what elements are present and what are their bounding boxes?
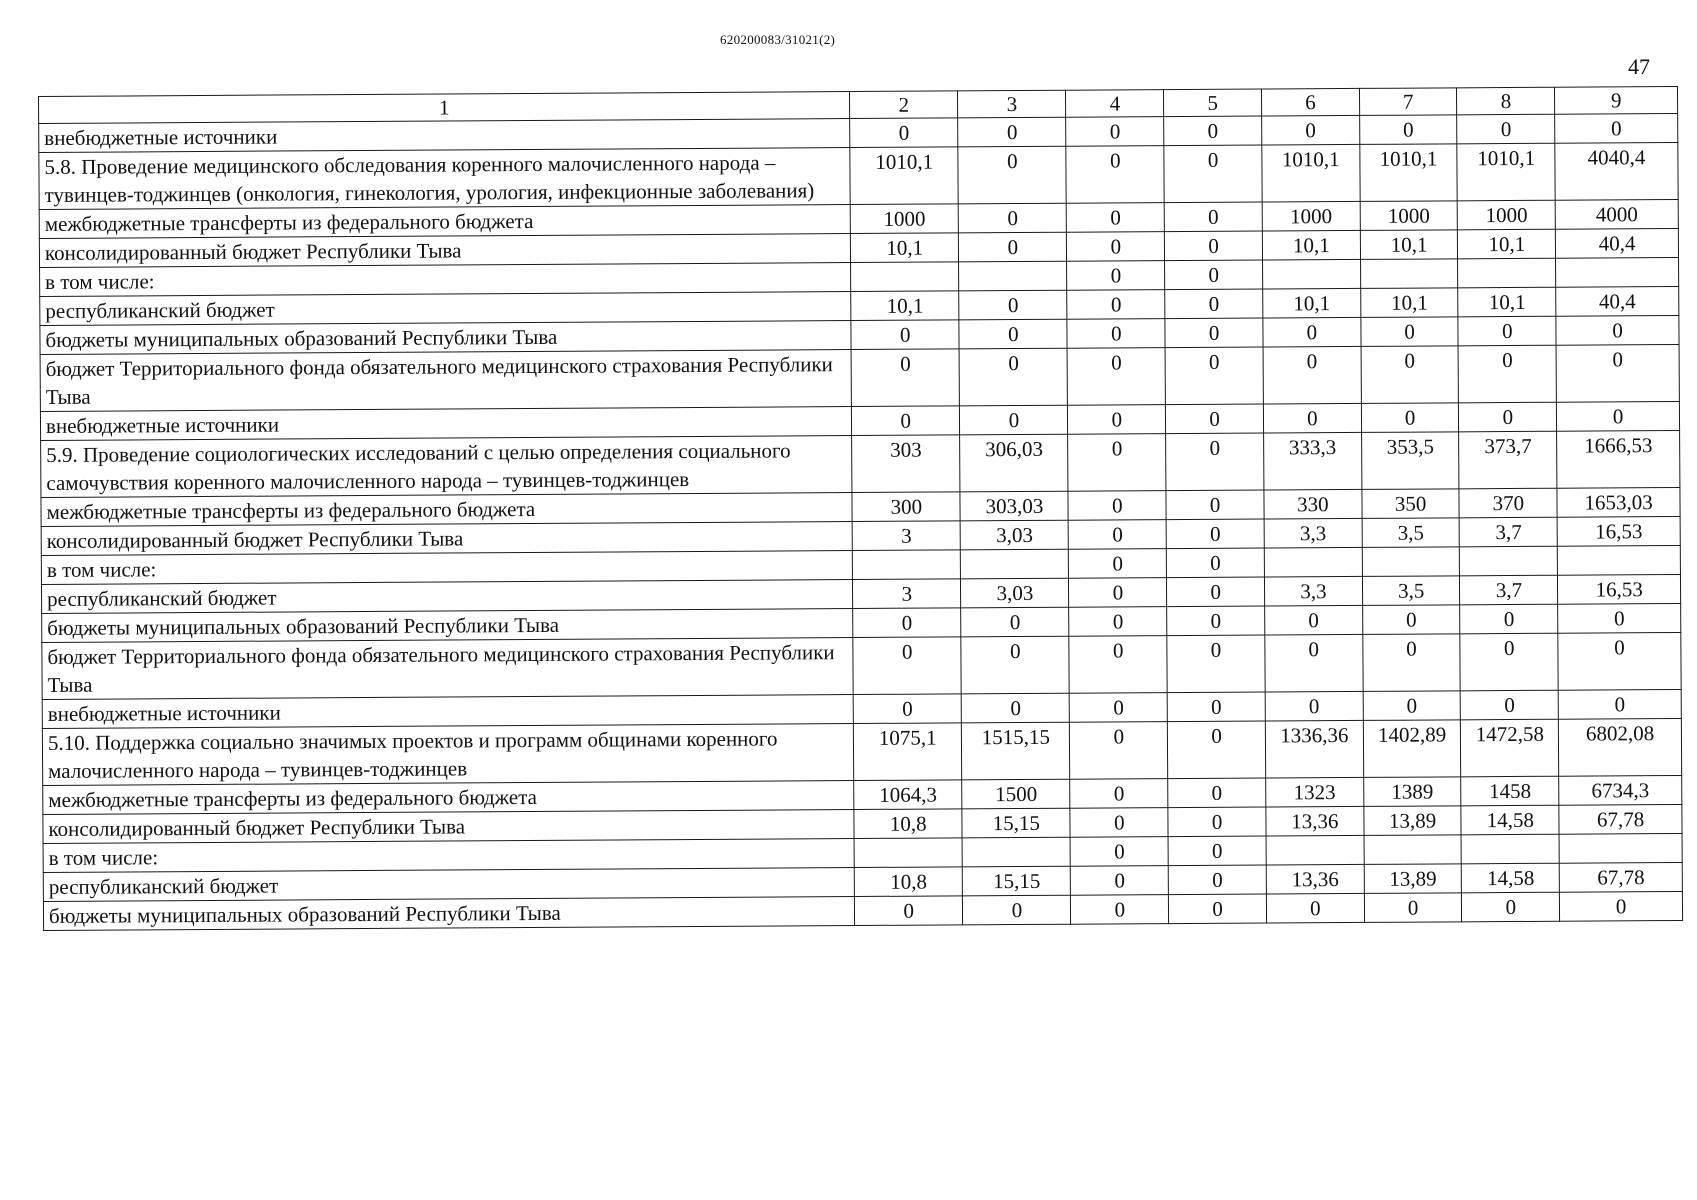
column-number-4: 4 (1066, 90, 1164, 118)
value-cell-col-6: 0 (1262, 115, 1360, 145)
value-cell-col-7 (1364, 835, 1462, 865)
value-cell-col-5: 0 (1167, 577, 1265, 607)
value-cell-col-7: 3,5 (1362, 518, 1460, 548)
value-cell-col-3: 0 (959, 319, 1067, 349)
value-cell-col-4: 0 (1069, 520, 1167, 550)
row-label: бюджеты муниципальных образований Республики Тыва (42, 609, 853, 643)
value-cell-col-6: 0 (1265, 605, 1363, 635)
value-cell-col-7: 3,5 (1362, 576, 1460, 606)
value-cell-col-4: 0 (1071, 866, 1169, 896)
value-cell-col-5: 0 (1164, 116, 1262, 146)
value-cell-col-7: 0 (1361, 403, 1459, 433)
value-cell-col-3: 0 (959, 290, 1067, 320)
value-cell-col-7: 353,5 (1361, 432, 1459, 490)
value-cell-col-3: 0 (958, 117, 1066, 147)
value-cell-col-6: 1000 (1262, 201, 1360, 231)
value-cell-col-8: 0 (1457, 114, 1555, 144)
value-cell-col-3 (962, 837, 1070, 867)
value-cell-col-6: 0 (1263, 346, 1361, 404)
value-cell-col-4: 0 (1070, 808, 1168, 838)
value-cell-col-6: 1010,1 (1262, 144, 1360, 202)
value-cell-col-7: 13,89 (1364, 806, 1462, 836)
value-cell-col-9 (1556, 257, 1679, 287)
row-label: внебюджетные источники (40, 407, 851, 441)
value-cell-col-3: 1500 (962, 779, 1070, 809)
value-cell-col-7: 0 (1362, 605, 1460, 635)
value-cell-col-2: 10,8 (854, 867, 962, 897)
value-cell-col-6: 0 (1266, 893, 1364, 923)
value-cell-col-8: 0 (1462, 892, 1560, 922)
value-cell-col-3: 0 (963, 895, 1071, 925)
value-cell-col-5: 0 (1168, 721, 1266, 779)
value-cell-col-3: 306,03 (960, 434, 1069, 492)
value-cell-col-4: 0 (1066, 146, 1164, 204)
row-label: консолидированный бюджет Республики Тыва (41, 522, 852, 556)
value-cell-col-3: 0 (961, 636, 1070, 694)
value-cell-col-2 (854, 838, 962, 868)
budget-table (38, 86, 1683, 931)
value-cell-col-2: 0 (850, 118, 958, 148)
value-cell-col-6: 10,1 (1263, 288, 1361, 318)
value-cell-col-7: 0 (1363, 634, 1461, 692)
value-cell-col-6: 0 (1263, 403, 1361, 433)
value-cell-col-9: 0 (1555, 113, 1678, 143)
value-cell-col-4: 0 (1067, 261, 1165, 291)
value-cell-col-2: 1064,3 (854, 780, 962, 810)
value-cell-col-7 (1362, 547, 1460, 577)
row-label: республиканский бюджет (43, 868, 854, 902)
value-cell-col-8: 3,7 (1460, 517, 1558, 547)
row-label: консолидированный бюджет Республики Тыва (39, 234, 850, 268)
value-cell-col-2: 10,1 (851, 291, 959, 321)
value-cell-col-3: 3,03 (961, 578, 1069, 608)
column-number-1: 1 (39, 92, 850, 124)
value-cell-col-4: 0 (1067, 203, 1165, 233)
row-label: в том числе: (40, 263, 851, 297)
value-cell-col-7: 0 (1363, 691, 1461, 721)
column-number-7: 7 (1359, 88, 1457, 116)
value-cell-col-5: 0 (1168, 807, 1266, 837)
value-cell-col-7: 1389 (1363, 777, 1461, 807)
value-cell-col-5: 0 (1164, 202, 1262, 232)
value-cell-col-8 (1460, 546, 1558, 576)
value-cell-col-8: 373,7 (1459, 431, 1557, 489)
value-cell-col-5: 0 (1168, 778, 1266, 808)
value-cell-col-5: 0 (1166, 519, 1264, 549)
value-cell-col-3: 15,15 (963, 866, 1071, 896)
value-cell-col-9: 0 (1558, 603, 1681, 633)
value-cell-col-6 (1266, 835, 1364, 865)
value-cell-col-8: 0 (1460, 604, 1558, 634)
value-cell-col-5: 0 (1165, 318, 1263, 348)
value-cell-col-2: 3 (852, 521, 960, 551)
value-cell-col-2: 10,1 (851, 233, 959, 263)
value-cell-col-9: 40,4 (1556, 286, 1679, 316)
value-cell-col-4: 0 (1069, 578, 1167, 608)
value-cell-col-6: 1336,36 (1265, 720, 1363, 778)
value-cell-col-4: 0 (1066, 117, 1164, 147)
value-cell-col-9: 0 (1557, 401, 1680, 431)
row-label: республиканский бюджет (41, 580, 852, 614)
value-cell-col-5: 0 (1165, 289, 1263, 319)
value-cell-col-9: 6734,3 (1559, 775, 1682, 805)
value-cell-col-4: 0 (1067, 232, 1165, 262)
value-cell-col-4: 0 (1069, 636, 1167, 694)
table-row (42, 632, 1681, 699)
value-cell-col-8: 14,58 (1462, 863, 1560, 893)
value-cell-col-5: 0 (1165, 260, 1263, 290)
value-cell-col-2: 0 (853, 637, 962, 695)
document-code: 620200083/31021(2) (720, 32, 836, 47)
row-label: консолидированный бюджет Республики Тыва (43, 810, 854, 844)
value-cell-col-5: 0 (1166, 404, 1264, 434)
row-label: в том числе: (43, 839, 854, 873)
value-cell-col-8 (1458, 258, 1556, 288)
value-cell-col-3 (959, 261, 1067, 291)
value-cell-col-9: 67,78 (1559, 804, 1682, 834)
value-cell-col-9: 16,53 (1557, 516, 1680, 546)
value-cell-col-5: 0 (1166, 490, 1264, 520)
value-cell-col-4: 0 (1068, 348, 1166, 406)
value-cell-col-8: 1472,58 (1461, 719, 1559, 777)
value-cell-col-6: 330 (1264, 489, 1362, 519)
value-cell-col-4: 0 (1070, 779, 1168, 809)
value-cell-col-8: 0 (1461, 690, 1559, 720)
value-cell-col-4: 0 (1070, 722, 1168, 780)
value-cell-col-2: 0 (851, 349, 960, 407)
value-cell-col-3: 0 (960, 405, 1068, 435)
value-cell-col-7: 0 (1361, 346, 1459, 404)
value-cell-col-3: 3,03 (960, 520, 1068, 550)
value-cell-col-5: 0 (1166, 433, 1264, 491)
value-cell-col-4: 0 (1071, 895, 1169, 925)
column-number-8: 8 (1457, 87, 1555, 115)
column-number-9: 9 (1555, 86, 1678, 114)
value-cell-col-2: 3 (853, 579, 961, 609)
value-cell-col-5: 0 (1164, 145, 1262, 203)
value-cell-col-2: 0 (853, 608, 961, 638)
value-cell-col-3 (961, 549, 1069, 579)
value-cell-col-8 (1462, 834, 1560, 864)
value-cell-col-6: 3,3 (1264, 576, 1362, 606)
value-cell-col-7: 0 (1364, 893, 1462, 923)
row-label: республиканский бюджет (40, 292, 851, 326)
value-cell-col-5: 0 (1169, 894, 1267, 924)
value-cell-col-8: 1458 (1461, 776, 1559, 806)
value-cell-col-5: 0 (1167, 606, 1265, 636)
value-cell-col-4: 0 (1069, 607, 1167, 637)
page-number: 47 (1628, 54, 1650, 79)
value-cell-col-6: 333,3 (1264, 432, 1362, 490)
value-cell-col-2: 1075,1 (854, 723, 963, 781)
value-cell-col-8: 370 (1459, 488, 1557, 518)
value-cell-col-5: 0 (1167, 635, 1265, 693)
value-cell-col-9: 0 (1556, 344, 1679, 402)
value-cell-col-8: 0 (1459, 402, 1557, 432)
value-cell-col-6 (1263, 259, 1361, 289)
value-cell-col-2 (851, 262, 959, 292)
column-number-5: 5 (1164, 89, 1262, 117)
value-cell-col-2: 1000 (850, 204, 958, 234)
value-cell-col-7: 10,1 (1360, 230, 1458, 260)
value-cell-col-3: 0 (959, 348, 1068, 406)
value-cell-col-5: 0 (1167, 548, 1265, 578)
value-cell-col-6: 13,36 (1266, 806, 1364, 836)
value-cell-col-6: 0 (1263, 317, 1361, 347)
value-cell-col-6 (1264, 547, 1362, 577)
value-cell-col-7: 0 (1359, 115, 1457, 145)
value-cell-col-3: 0 (961, 693, 1069, 723)
value-cell-col-9: 4000 (1555, 199, 1678, 229)
row-label: 5.8. Проведение медицинского обследования коренного малочисленного народа – тувинцев-тоджинцев (онкология, гинекология, урология, инфекционные заболевания) (39, 148, 851, 210)
value-cell-col-8: 1010,1 (1457, 143, 1555, 201)
column-number-3: 3 (958, 90, 1066, 118)
value-cell-col-4: 0 (1067, 290, 1165, 320)
value-cell-col-8: 1000 (1458, 200, 1556, 230)
table-row (41, 430, 1680, 497)
value-cell-col-5: 0 (1165, 347, 1263, 405)
table-row (42, 718, 1681, 785)
row-label: бюджеты муниципальных образований Республики Тыва (43, 897, 854, 931)
value-cell-col-4: 0 (1070, 693, 1168, 723)
value-cell-col-6: 0 (1265, 634, 1363, 692)
row-label: бюджет Территориального фонда обязательного медицинского страхования Республики Тыва (40, 350, 852, 412)
row-label: бюджет Территориального фонда обязательного медицинского страхования Республики Тыва (42, 638, 854, 700)
value-cell-col-9: 4040,4 (1555, 142, 1678, 200)
value-cell-col-7: 1402,89 (1363, 720, 1461, 778)
value-cell-col-8: 0 (1458, 316, 1556, 346)
value-cell-col-5: 0 (1168, 865, 1266, 895)
value-cell-col-7: 13,89 (1364, 864, 1462, 894)
row-label: межбюджетные трансферты из федерального бюджета (39, 205, 850, 239)
value-cell-col-7: 0 (1361, 317, 1459, 347)
value-cell-col-9: 0 (1560, 891, 1683, 921)
value-cell-col-3: 0 (958, 146, 1067, 204)
value-cell-col-6: 13,36 (1266, 864, 1364, 894)
value-cell-col-9: 1653,03 (1557, 487, 1680, 517)
value-cell-col-2: 10,8 (854, 809, 962, 839)
value-cell-col-3: 15,15 (962, 808, 1070, 838)
value-cell-col-3: 0 (959, 232, 1067, 262)
row-label: 5.9. Проведение социологических исследований с целью определения социального самочувствия коренного малочисленного народа – тувинцев-тоджинцев (41, 436, 853, 498)
value-cell-col-6: 1323 (1266, 777, 1364, 807)
value-cell-col-8: 10,1 (1458, 229, 1556, 259)
value-cell-col-2: 300 (852, 492, 960, 522)
value-cell-col-9: 1666,53 (1557, 430, 1680, 488)
column-number-6: 6 (1261, 88, 1359, 116)
table-row (39, 142, 1678, 209)
row-label: бюджеты муниципальных образований Республики Тыва (40, 321, 851, 355)
value-cell-col-3: 0 (961, 607, 1069, 637)
value-cell-col-8: 10,1 (1458, 287, 1556, 317)
row-label: внебюджетные источники (39, 119, 850, 153)
value-cell-col-9: 0 (1558, 632, 1681, 690)
value-cell-col-7: 350 (1362, 489, 1460, 519)
value-cell-col-2: 0 (852, 406, 960, 436)
value-cell-col-9: 0 (1556, 315, 1679, 345)
value-cell-col-2: 303 (852, 435, 961, 493)
value-cell-col-3: 0 (959, 203, 1067, 233)
value-cell-col-6: 3,3 (1264, 518, 1362, 548)
value-cell-col-3: 1515,15 (962, 722, 1071, 780)
column-number-2: 2 (850, 91, 958, 119)
value-cell-col-7: 1010,1 (1360, 144, 1458, 202)
value-cell-col-2 (852, 550, 960, 580)
value-cell-col-2: 0 (855, 896, 963, 926)
row-label: межбюджетные трансферты из федерального бюджета (41, 493, 852, 527)
value-cell-col-8: 0 (1460, 633, 1558, 691)
value-cell-col-2: 0 (851, 320, 959, 350)
value-cell-col-8: 0 (1459, 345, 1557, 403)
table-row (40, 344, 1679, 411)
value-cell-col-6: 0 (1265, 691, 1363, 721)
row-label: 5.10. Поддержка социально значимых проектов и программ общинами коренного малочисленного народа – тувинцев-тоджинцев (42, 724, 854, 786)
value-cell-col-9: 16,53 (1558, 574, 1681, 604)
row-label: в том числе: (41, 551, 852, 585)
value-cell-col-9: 40,4 (1556, 228, 1679, 258)
value-cell-col-9: 0 (1558, 689, 1681, 719)
value-cell-col-4: 0 (1069, 549, 1167, 579)
value-cell-col-4: 0 (1068, 491, 1166, 521)
value-cell-col-5: 0 (1167, 692, 1265, 722)
value-cell-col-6: 10,1 (1262, 230, 1360, 260)
budget-table-container (38, 86, 1683, 931)
value-cell-col-2: 1010,1 (850, 147, 959, 205)
value-cell-col-7: 1000 (1360, 201, 1458, 231)
value-cell-col-3: 303,03 (960, 491, 1068, 521)
value-cell-col-4: 0 (1068, 405, 1166, 435)
value-cell-col-8: 14,58 (1461, 805, 1559, 835)
value-cell-col-4: 0 (1068, 434, 1166, 492)
value-cell-col-9: 6802,08 (1559, 718, 1682, 776)
value-cell-col-9: 67,78 (1559, 862, 1682, 892)
value-cell-col-5: 0 (1168, 836, 1266, 866)
value-cell-col-9 (1559, 833, 1682, 863)
value-cell-col-4: 0 (1067, 319, 1165, 349)
value-cell-col-9 (1558, 545, 1681, 575)
value-cell-col-5: 0 (1165, 231, 1263, 261)
row-label: межбюджетные трансферты из федерального бюджета (43, 781, 854, 815)
value-cell-col-8: 3,7 (1460, 575, 1558, 605)
row-label: внебюджетные источники (42, 695, 853, 729)
value-cell-col-7: 10,1 (1360, 288, 1458, 318)
value-cell-col-4: 0 (1071, 837, 1169, 867)
value-cell-col-7 (1360, 259, 1458, 289)
value-cell-col-2: 0 (853, 694, 961, 724)
